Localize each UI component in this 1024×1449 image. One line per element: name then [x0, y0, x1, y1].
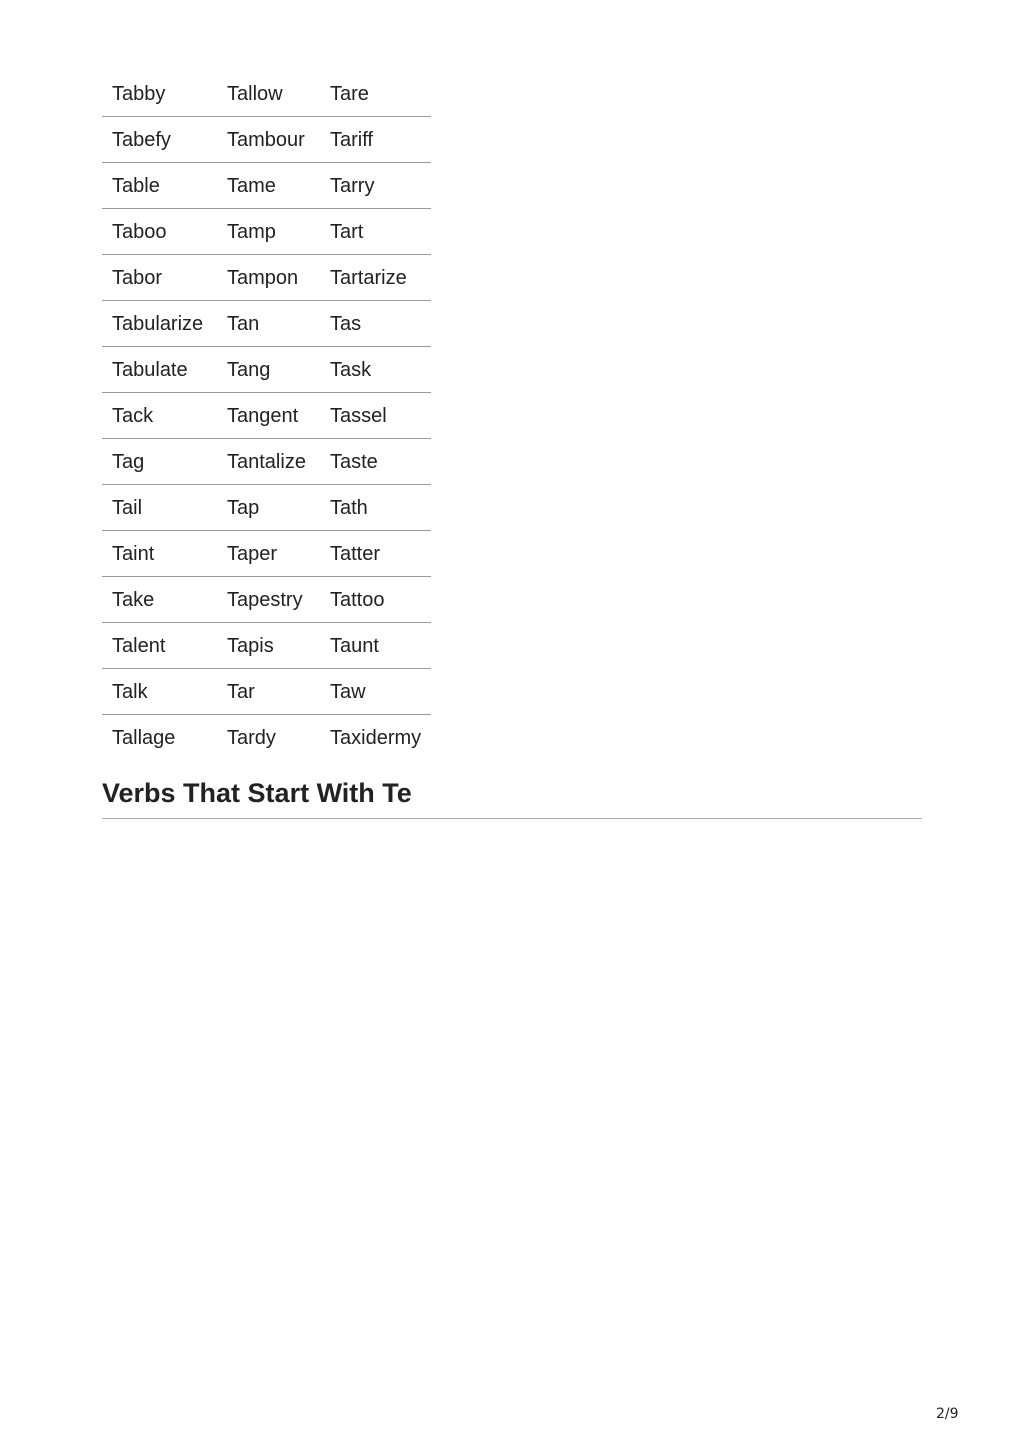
table-cell: Tabefy — [102, 117, 217, 163]
table-cell: Taper — [217, 531, 320, 577]
table-cell: Tamp — [217, 209, 320, 255]
table-cell: Tare — [320, 71, 431, 117]
table-cell: Tartarize — [320, 255, 431, 301]
table-cell: Tantalize — [217, 439, 320, 485]
table-row — [102, 623, 431, 669]
table-cell: Tabularize — [102, 301, 217, 347]
table-cell: Tar — [217, 669, 320, 715]
table-cell: Tas — [320, 301, 431, 347]
table-cell: Taboo — [102, 209, 217, 255]
table-cell: Tame — [217, 163, 320, 209]
table-row — [102, 439, 431, 485]
table-cell: Tang — [217, 347, 320, 393]
table-row — [102, 163, 431, 209]
table-cell: Tangent — [217, 393, 320, 439]
table-row — [102, 209, 431, 255]
table-cell: Tack — [102, 393, 217, 439]
table-cell: Taint — [102, 531, 217, 577]
table-cell: Tabulate — [102, 347, 217, 393]
table-cell: Tail — [102, 485, 217, 531]
table-row — [102, 301, 431, 347]
table-cell: Task — [320, 347, 431, 393]
table-row — [102, 393, 431, 439]
table-cell: Take — [102, 577, 217, 623]
table-cell: Tabor — [102, 255, 217, 301]
table-cell: Tattoo — [320, 577, 431, 623]
table-cell: Tag — [102, 439, 217, 485]
table-row — [102, 347, 431, 393]
table-row — [102, 71, 431, 117]
table-cell: Taw — [320, 669, 431, 715]
table-cell: Tapis — [217, 623, 320, 669]
table-row — [102, 485, 431, 531]
table-row — [102, 117, 431, 163]
section-heading: Verbs That Start With Te — [102, 776, 922, 819]
table-cell: Tampon — [217, 255, 320, 301]
table-cell: Tarry — [320, 163, 431, 209]
table-cell: Tariff — [320, 117, 431, 163]
table-row — [102, 577, 431, 623]
table-cell: Tassel — [320, 393, 431, 439]
table-cell: Tath — [320, 485, 431, 531]
table-cell: Talent — [102, 623, 217, 669]
table-cell: Tambour — [217, 117, 320, 163]
table-cell: Taxidermy — [330, 726, 422, 749]
table-cell: Tan — [217, 301, 320, 347]
table-cell: Tallow — [217, 71, 320, 117]
table-cell: Tart — [320, 209, 431, 255]
table-cell: Tabby — [102, 71, 217, 117]
table-row — [102, 669, 431, 715]
table-cell: Table — [102, 163, 217, 209]
table-cell: Tap — [217, 485, 320, 531]
table-row — [102, 715, 431, 761]
page-number: 2/9 — [936, 1406, 959, 1422]
table-cell: Tapestry — [217, 577, 320, 623]
table-cell: Talk — [102, 669, 217, 715]
table-cell: Tallage — [112, 726, 176, 749]
table-cell: Tatter — [320, 531, 431, 577]
table-row — [102, 531, 431, 577]
table-row — [102, 255, 431, 301]
table-cell: Taste — [320, 439, 431, 485]
word-table-body — [102, 71, 431, 760]
table-cell: Taunt — [320, 623, 431, 669]
verb-word-table — [102, 71, 431, 760]
table-cell: Tardy — [227, 726, 276, 749]
